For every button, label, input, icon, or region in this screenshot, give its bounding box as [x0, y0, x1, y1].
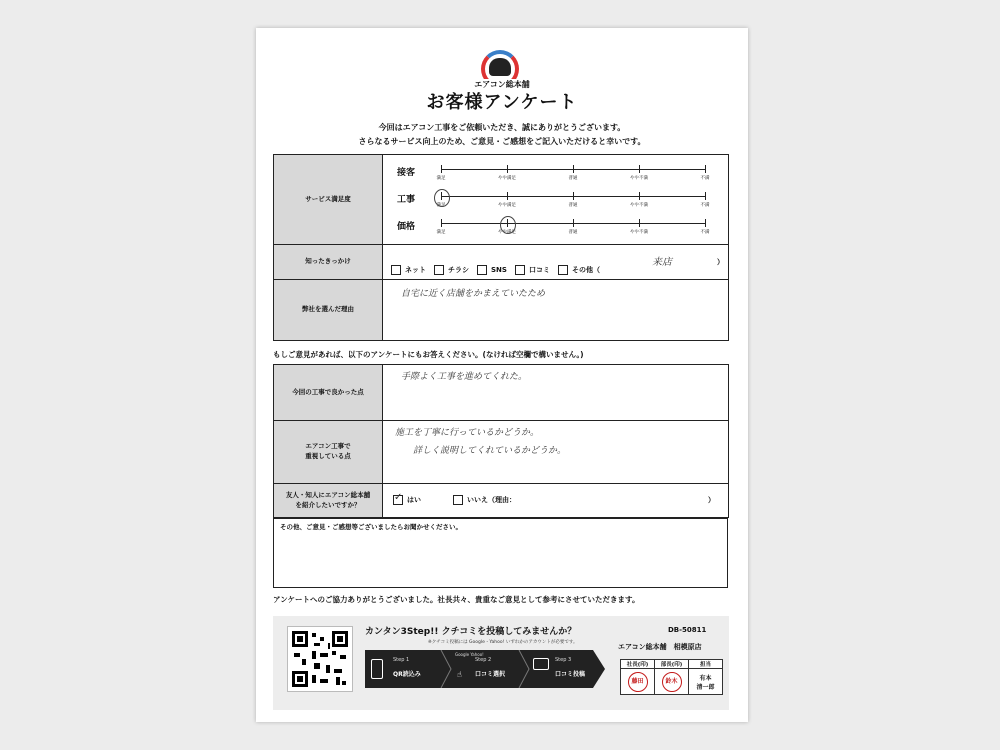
review-cta-heading: カンタン3Step!! クチコミを投稿してみませんか？ — [365, 627, 577, 637]
good-point-cell[interactable] — [383, 365, 729, 421]
scale-tick[interactable] — [639, 192, 640, 200]
scale-tick-label: 普通 — [568, 203, 578, 208]
stamp-president — [621, 669, 655, 695]
scale-tick[interactable] — [705, 165, 706, 173]
step-2-small: Google Yahoo! — [455, 652, 484, 657]
step-3-label: 口コミ投稿 — [555, 671, 586, 678]
scale-tick[interactable] — [441, 165, 442, 173]
refer-no-checkbox[interactable] — [453, 495, 463, 505]
trigger-close-paren: ） — [717, 258, 724, 266]
trigger-other-text[interactable]: 来店 — [652, 257, 672, 268]
doc-code: DB-50811 — [668, 626, 707, 634]
scale-tick-label: やや不満 — [630, 203, 648, 208]
step-2-label: 口コミ選択 — [475, 671, 506, 678]
other-comments-label: その他、ご意見・ご感想等ございましたらお聞かせください。 — [280, 523, 462, 531]
scale-row — [383, 213, 728, 240]
hand-pointer-icon: ☝ — [457, 670, 462, 679]
phone-icon — [371, 659, 383, 679]
seal-president-icon: 藤田 — [628, 672, 648, 692]
other-comments-box[interactable] — [273, 518, 728, 588]
intro-line-1: 今回はエアコン工事をご依頼いただき、誠にありがとうございます。 — [378, 123, 626, 132]
scale-row-name: 価格 — [397, 222, 416, 232]
page-title: お客様アンケート — [426, 92, 578, 113]
scale-tick-label: 満足 — [436, 203, 446, 208]
logo-text: エアコン総本舗 — [471, 79, 533, 90]
refer-yes-label: はい — [407, 496, 421, 504]
scale-tick-label: 普通 — [568, 176, 578, 181]
survey-table-top — [273, 154, 729, 341]
satisfaction-label: サービス満足度 — [274, 155, 383, 245]
important-answer-2: 詳しく説明してくれているかどうか。 — [413, 446, 567, 456]
logo-mascot-icon — [489, 58, 511, 76]
step-2-num: Step 2 — [475, 657, 492, 663]
scale-row — [383, 159, 728, 186]
scale-tick[interactable] — [573, 192, 574, 200]
selection-circle-icon — [434, 189, 450, 207]
scale-tick[interactable] — [705, 219, 706, 227]
step-1-label: QR読込み — [393, 671, 421, 678]
refer-yes-checkbox[interactable] — [393, 492, 403, 505]
scale-row-name: 工事 — [397, 195, 416, 205]
trigger-checkbox[interactable] — [558, 265, 568, 275]
refer-label-line-2: を紹介したいですか？ — [295, 500, 361, 509]
refer-label-line-1: 友人・知人にエアコン総本舗 — [285, 490, 371, 499]
scale-tick-label: やや満足 — [498, 176, 516, 181]
trigger-option-label: ネット — [405, 266, 426, 274]
trigger-option-label: SNS — [491, 266, 507, 274]
good-point-answer: 手際よく工事を進めてくれた。 — [401, 372, 528, 382]
review-footer — [273, 616, 729, 710]
scale-tick-label: やや不満 — [630, 176, 648, 181]
trigger-option[interactable] — [477, 266, 507, 274]
scale-tick[interactable] — [573, 165, 574, 173]
stamp-header-manager: 部長(印) — [655, 660, 689, 669]
stamp-manager — [655, 669, 689, 695]
trigger-checkbox[interactable] — [434, 265, 444, 275]
refer-yes-option[interactable] — [393, 492, 421, 505]
important-label — [274, 421, 383, 484]
trigger-option[interactable] — [391, 266, 426, 274]
scale-tick-label: 普通 — [568, 230, 578, 235]
scale-tick[interactable] — [639, 165, 640, 173]
trigger-option-label: チラシ — [448, 266, 469, 274]
stamp-header-staff: 担当 — [689, 660, 723, 669]
scale-tick[interactable] — [507, 165, 508, 173]
refer-close-paren: ） — [708, 496, 715, 504]
survey-table-optional — [273, 364, 729, 518]
trigger-option[interactable] — [515, 266, 550, 274]
trigger-option[interactable] — [558, 266, 600, 274]
good-point-label: 今回の工事で良かった点 — [274, 365, 383, 421]
scale-tick-label: 不満 — [700, 230, 710, 235]
reason-label: 弊社を選んだ理由 — [274, 280, 383, 341]
trigger-option-label: 口コミ — [528, 266, 550, 274]
important-label-line-2: 重視している点 — [305, 452, 351, 460]
scale-tick-label: やや満足 — [498, 230, 516, 235]
stamp-staff-name: 有本 清一郎 — [689, 669, 723, 695]
trigger-checkbox[interactable] — [391, 265, 401, 275]
stamp-header-president: 社長(印) — [621, 660, 655, 669]
scale-tick[interactable] — [573, 219, 574, 227]
refer-no-option[interactable] — [453, 495, 516, 505]
scale-tick-label: 満足 — [436, 230, 446, 235]
reason-answer: 自宅に近く店舗をかまえていたため — [401, 289, 546, 299]
scale-tick-label: 不満 — [700, 176, 710, 181]
scale-tick-label: やや満足 — [498, 203, 516, 208]
trigger-label: 知ったきっかけ — [274, 245, 383, 280]
refer-no-label: いいえ（理由： — [467, 496, 516, 504]
scale-row-name: 接客 — [397, 168, 416, 178]
important-cell[interactable] — [383, 421, 729, 484]
thanks-text: アンケートへのご協力ありがとうございました。社長共々、貴重なご意見として参考にさせていただきます。 — [273, 595, 640, 604]
scale-tick-label: 満足 — [436, 176, 446, 181]
trigger-option-label: その他（ — [571, 266, 600, 274]
stamp-table — [620, 659, 723, 695]
scale-tick[interactable] — [639, 219, 640, 227]
selection-circle-icon — [500, 216, 516, 234]
shop-name: エアコン総本舗 相模原店 — [618, 643, 702, 651]
satisfaction-cell — [383, 155, 729, 245]
reason-cell[interactable] — [383, 280, 729, 341]
optional-heading: もしご意見があれば、以下のアンケートにもお答えください。(なければ空欄で構いません。) — [273, 350, 584, 359]
intro-line-2: さらなるサービス向上のため、ご意見・ご感想をご記入いただけると幸いです。 — [358, 137, 646, 146]
important-answer-1: 施工を丁寧に行っているかどうか。 — [395, 428, 540, 438]
step-3-num: Step 3 — [555, 657, 572, 663]
check-mark-icon: ✓ — [394, 492, 403, 503]
survey-sheet — [256, 28, 748, 722]
trigger-cell — [383, 245, 729, 280]
scale-tick-label: やや不満 — [630, 230, 648, 235]
qr-code-icon[interactable] — [287, 626, 353, 692]
seal-manager-icon: 鈴木 — [662, 672, 682, 692]
trigger-checkbox[interactable] — [515, 265, 525, 275]
review-steps — [365, 650, 605, 688]
scale-tick[interactable] — [507, 192, 508, 200]
trigger-option[interactable] — [434, 266, 469, 274]
chat-icon — [533, 658, 549, 670]
review-cta-note: ※クチコミ投稿には Google・Yahoo! いずれかのアカウントが必要です。 — [428, 640, 578, 645]
important-label-line-1: エアコン工事で — [305, 442, 351, 451]
scale-tick-label: 不満 — [700, 203, 710, 208]
scale-tick[interactable] — [705, 192, 706, 200]
step-1-num: Step 1 — [393, 657, 410, 663]
company-logo — [471, 50, 531, 90]
refer-cell — [383, 484, 729, 518]
refer-label — [274, 484, 383, 518]
trigger-checkbox[interactable] — [477, 265, 487, 275]
scale-row — [383, 186, 728, 213]
scale-tick[interactable] — [441, 219, 442, 227]
